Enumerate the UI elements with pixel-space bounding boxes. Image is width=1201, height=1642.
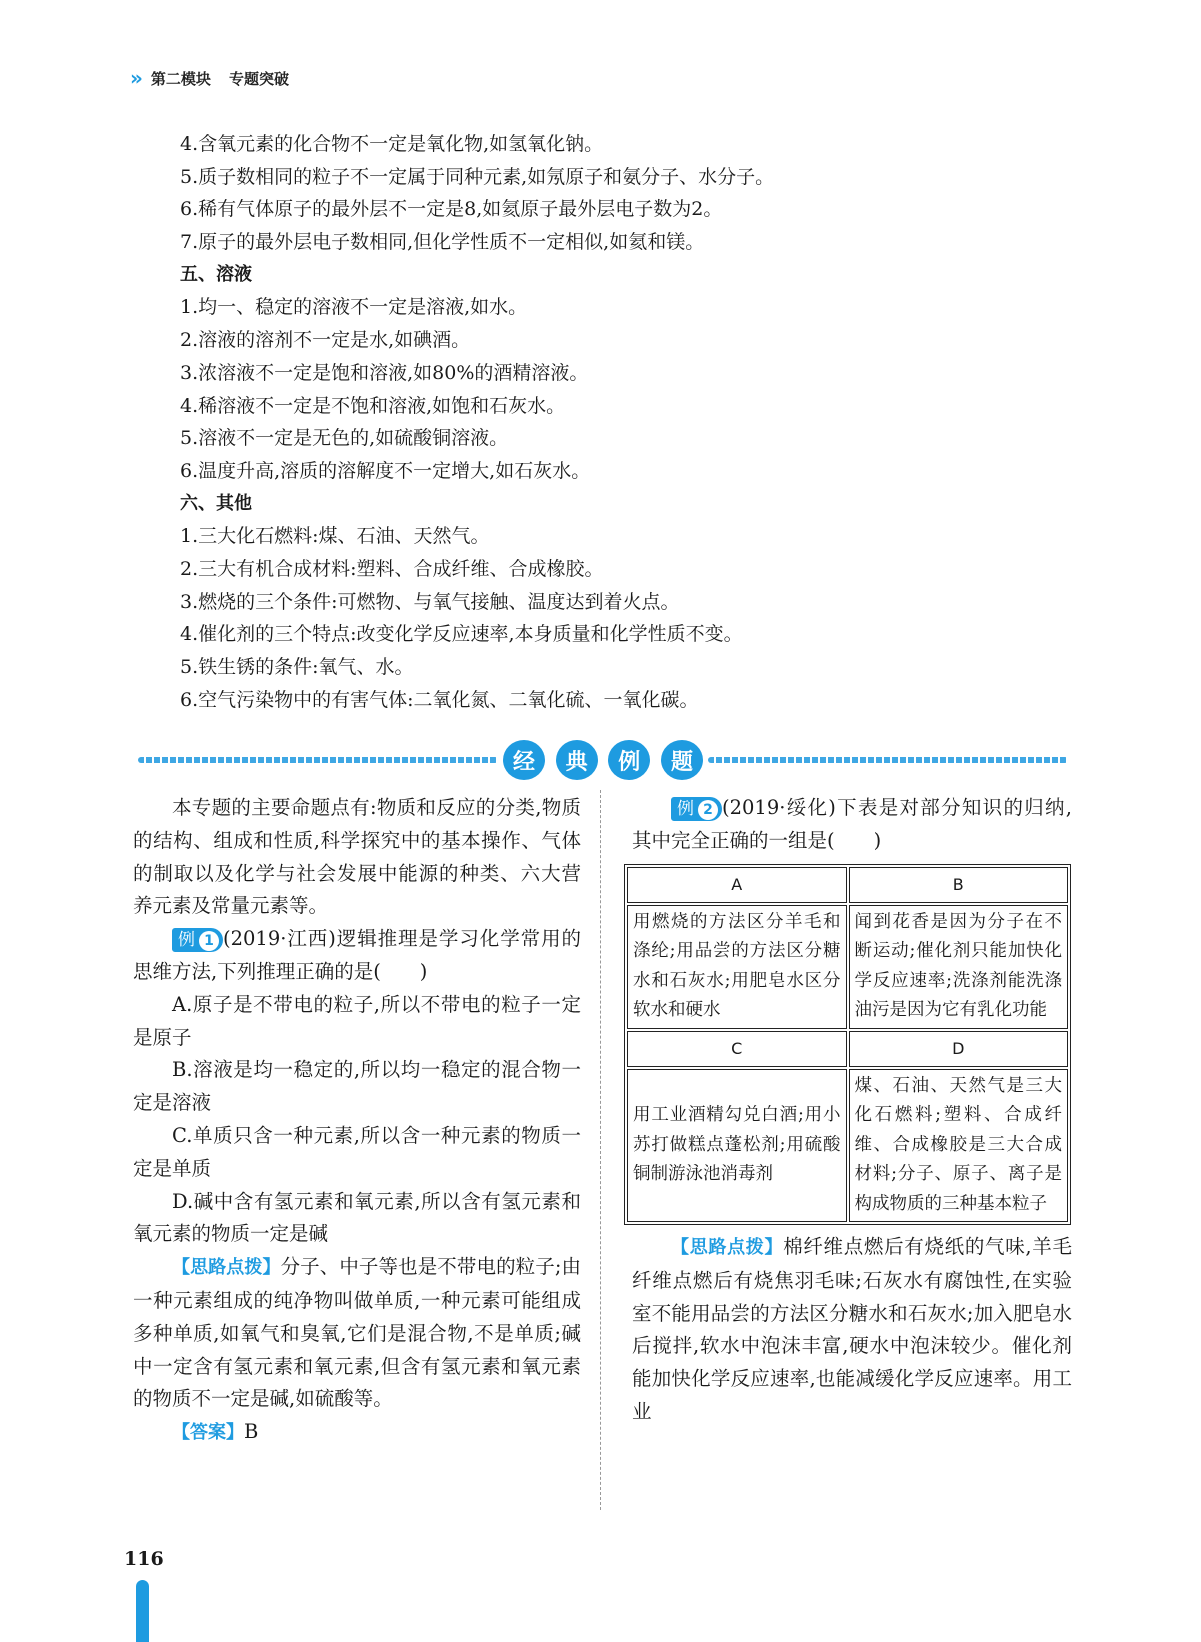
table-cell-b: 闻到花香是因为分子在不断运动;催化剂只能加快化学反应速率;洗涤剂能洗涤油污是因为它有乳化功能 <box>849 905 1069 1029</box>
list-item: 3.燃烧的三个条件:可燃物、与氧气接触、温度达到着火点。 <box>180 590 680 613</box>
list-item: 1.均一、稳定的溶液不一定是溶液,如水。 <box>180 296 528 319</box>
table-cell-a: 用燃烧的方法区分羊毛和涤纶;用品尝的方法区分糖水和石灰水;用肥皂水区分软水和硬水 <box>627 905 847 1029</box>
list-item: 5.质子数相同的粒子不一定属于同种元素,如氖原子和氨分子、水分子。 <box>180 165 775 188</box>
section-heading-solution: 五、溶液 <box>180 263 252 285</box>
table-header-d: D <box>849 1031 1069 1067</box>
table-cell-c: 用工业酒精勾兑白酒;用小苏打做糕点蓬松剂;用硫酸铜制游泳池消毒剂 <box>627 1069 847 1223</box>
topic-label: 专题突破 <box>228 69 289 88</box>
section-heading-others: 六、其他 <box>180 492 252 514</box>
answer-paragraph <box>133 1416 581 1450</box>
title-char: 题 <box>661 740 703 780</box>
section-title-classic-examples <box>503 740 703 780</box>
option-a: A.原子是不带电的粒子,所以不带电的粒子一定是原子 <box>133 992 581 1049</box>
table-header-c: C <box>627 1031 847 1067</box>
intro-paragraph: 本专题的主要命题点有:物质和反应的分类,物质的结构、组成和性质,科学探究中的基本操作、气体的制取以及化学与社会发展中能源的种类、六大营养元素及常量元素等。 <box>133 796 581 918</box>
section-divider <box>138 740 1068 780</box>
running-header <box>130 66 289 90</box>
rope-decoration-left <box>138 757 498 763</box>
option-b: B.溶液是均一稳定的,所以均一稳定的混合物一定是溶液 <box>133 1058 581 1115</box>
example-2-stem: 例 2 (2019·绥化)下表是对部分知识的归纳,其中完全正确的一组是( ) <box>632 796 1072 852</box>
list-item: 4.稀溶液不一定是不饱和溶液,如饱和石灰水。 <box>180 394 566 417</box>
option-c: C.单质只含一种元素,所以含一种元素的物质一定是单质 <box>133 1123 581 1180</box>
list-item: 2.三大有机合成材料:塑料、合成纤维、合成橡胶。 <box>180 557 604 580</box>
module-label: 第二模块 <box>150 69 211 88</box>
list-item: 4.催化剂的三个特点:改变化学反应速率,本身质量和化学性质不变。 <box>180 623 743 646</box>
page-number: 116 <box>124 1548 164 1570</box>
hint-label-2: 【思路点拨】 <box>671 1237 784 1259</box>
table-header-b: B <box>849 867 1069 903</box>
answer-label: 【答案】 <box>172 1422 244 1444</box>
example-2-badge: 例 2 <box>671 797 722 821</box>
list-item: 6.空气污染物中的有害气体:二氧化氮、二氧化硫、一氧化碳。 <box>180 688 699 711</box>
hint-paragraph: 【思路点拨】分子、中子等也是不带电的粒子;由一种元素组成的纯净物叫做单质,一种元素可能组成多种单质,如氧气和臭氧,它们是混合物,不是单质;碱中一定含有氢元素和氧元素,但含有氢元素和氧元素的物质不一定是碱,如硫酸等。 <box>133 1255 582 1411</box>
answer-value: B <box>244 1420 259 1444</box>
left-column <box>133 792 581 1450</box>
list-item: 3.浓溶液不一定是饱和溶液,如80%的酒精溶液。 <box>180 361 589 384</box>
list-item: 1.三大化石燃料:煤、石油、天然气。 <box>180 525 490 548</box>
table-cell-d: 煤、石油、天然气是三大化石燃料;塑料、合成纤维、合成橡胶是三大合成材料;分子、原子、离子是构成物质的三种基本粒子 <box>849 1069 1069 1223</box>
title-char: 例 <box>608 740 650 780</box>
right-column <box>632 792 1072 1429</box>
double-chevron-icon: » <box>130 66 137 90</box>
title-char: 典 <box>556 740 598 780</box>
column-separator <box>600 790 601 1510</box>
rope-decoration-right <box>708 757 1068 763</box>
example-1-stem: 例 1 (2019·江西)逻辑推理是学习化学常用的思维方法,下列推理正确的是( ) <box>133 927 581 983</box>
list-item: 2.溶液的溶剂不一定是水,如碘酒。 <box>180 329 471 352</box>
list-item: 4.含氧元素的化合物不一定是氧化物,如氢氧化钠。 <box>180 133 604 155</box>
knowledge-table <box>624 864 1071 1226</box>
option-d: D.碱中含有氢元素和氧元素,所以含有氢元素和氧元素的物质一定是碱 <box>133 1189 581 1246</box>
list-item: 5.溶液不一定是无色的,如硫酸铜溶液。 <box>180 427 509 450</box>
example-1-badge: 例 1 <box>172 928 223 952</box>
list-item: 5.铁生锈的条件:氧气、水。 <box>180 656 414 678</box>
list-item: 6.温度升高,溶质的溶解度不一定增大,如石灰水。 <box>180 459 591 482</box>
hint-paragraph-2: 【思路点拨】棉纤维点燃后有烧纸的气味,羊毛纤维点燃后有烧焦羽毛味;石灰水有腐蚀性,在实验室不能用品尝的方法区分糖水和石灰水;加入肥皂水后搅拌,软水中泡沫丰富,硬水中泡沫较少。催化剂能加快化学反应速率,也能减缓化学反应速率。用工业 <box>632 1235 1072 1424</box>
title-char: 经 <box>503 740 545 780</box>
summary-list <box>180 128 1080 716</box>
list-item: 6.稀有气体原子的最外层不一定是8,如氦原子最外层电子数为2。 <box>180 198 723 221</box>
hint-label: 【思路点拨】 <box>172 1257 281 1279</box>
table-header-a: A <box>627 867 847 903</box>
page-edge-tab <box>136 1580 149 1642</box>
list-item: 7.原子的最外层电子数相同,但化学性质不一定相似,如氦和镁。 <box>180 231 705 254</box>
